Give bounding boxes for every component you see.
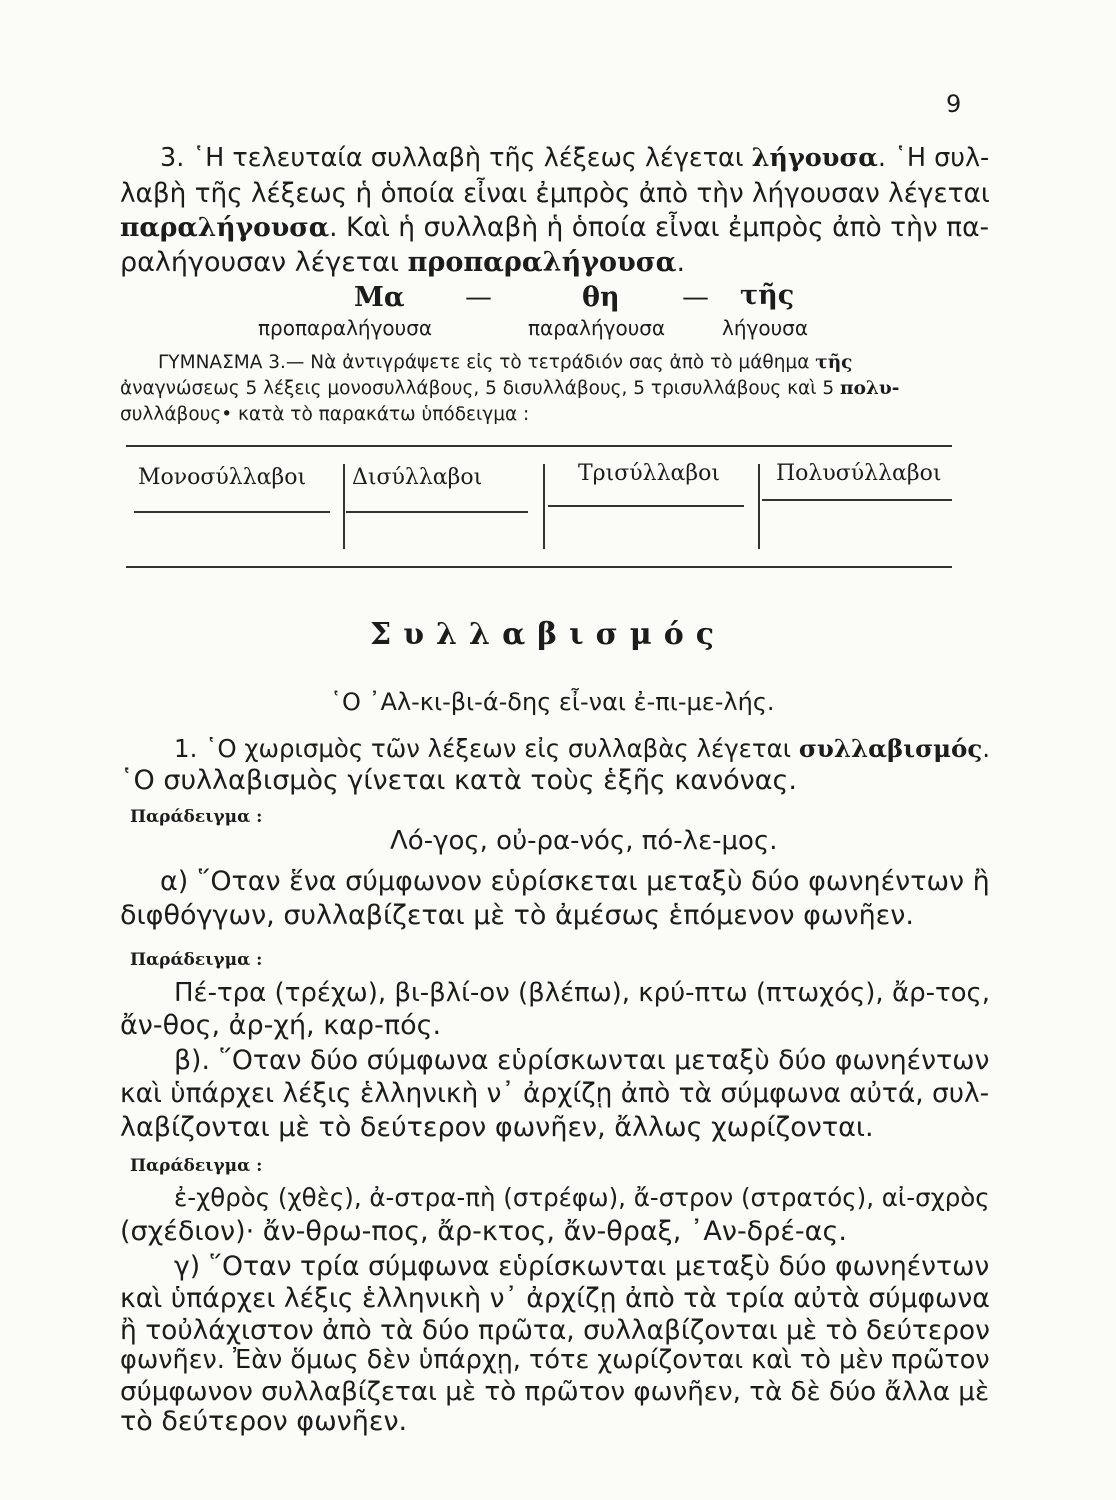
rule-a-line2: διφθόγγων, συλλαβίζεται μὲ τὸ ἀμέσως ἑπόμενον φωνῆεν.	[120, 900, 914, 931]
para3-line3: παραλήγουσα. Καὶ ἡ συλλαβὴ ἡ ὁποία εἶναι ἐμπρὸς ἀπὸ τὴν πα-	[120, 212, 990, 243]
exercise-line3: συλλάβους• κατὰ τὸ παρακάτω ὑπόδειγμα :	[120, 404, 530, 425]
table-header-disyllables: Δισύλλαβοι	[352, 465, 483, 490]
table-header-monosyllables: Μονοσύλλαβοι	[138, 465, 307, 490]
exercise-line2: ἀναγνώσεως 5 λέξεις μονοσυλλάβους, 5 δισυλλάβους, 5 τρισυλλάβους καὶ 5 πολυ-	[120, 378, 900, 399]
para3-line1: 3. ῾Η τελευταία συλλαβὴ τῆς λέξεως λέγεται λήγουσα. ῾Η συλ-	[160, 143, 990, 173]
label-ultima: λήγουσα	[722, 316, 809, 340]
rule-a-line1: α) ῞Οταν ἕνα σύμφωνον εὑρίσκεται μεταξὺ δύο φωνηέντων ἢ	[160, 866, 990, 897]
rule-b-example-label: Παράδειγμα :	[130, 1156, 263, 1176]
rule1-example-label: Παράδειγμα :	[130, 807, 263, 827]
rule-a-example-label: Παράδειγμα :	[130, 950, 263, 970]
rule1-line2: ῾Ο συλλαβισμὸς γίνεται κατὰ τοὺς ἑξῆς κανόνας.	[120, 765, 797, 796]
rule-a-example-line2: ἄν-θος, ἀρ-χή, καρ-πός.	[120, 1010, 442, 1041]
rule-c-line4: φωνῆεν. Ἐὰν ὅμως δὲν ὑπάρχῃ, τότε χωρίζονται καὶ τὸ μὲν πρῶτον	[120, 1345, 990, 1375]
rule-b-line3: λαβίζονται μὲ τὸ δεύτερον φωνῆεν, ἄλλως χωρίζονται.	[120, 1112, 874, 1143]
page-number: 9	[946, 90, 962, 118]
rule-c-line2: καὶ ὑπάρχει λέξις ἑλληνικὴ ν᾿ ἀρχίζῃ ἀπὸ τὰ τρία αὐτὰ σύμφωνα	[120, 1283, 990, 1314]
para3-line2: λαβὴ τῆς λέξεως ἡ ὁποία εἶναι ἐμπρὸς ἀπὸ τὴν λήγουσαν λέγεται	[120, 179, 990, 209]
syllable-2: θη	[582, 282, 620, 313]
label-antepenult: προπαραλήγουσα	[258, 316, 433, 340]
rule1-line1: 1. ῾Ο χωρισμὸς τῶν λέξεων εἰς συλλαβὰς λέγεται συλλαβισμός.	[174, 734, 991, 763]
para3-line4: ραλήγουσαν λέγεται προπαραλήγουσα.	[120, 247, 686, 278]
exercise-line1: ΓΥΜΝΑΣΜΑ 3.— Νὰ ἀντιγράψετε εἰς τὸ τετράδιόν σας ἀπὸ τὸ μάθημα τῆς	[158, 352, 853, 373]
section-title: Συλλαβισμός	[370, 617, 726, 652]
rule-c-line5: σύμφωνον συλλαβίζεται μὲ τὸ πρῶτον φωνῆεν, τὰ δὲ δύο ἄλλα μὲ	[120, 1377, 990, 1407]
rule-b-example-line2: (σχέδιον)· ἄν-θρω-πος, ἄρ-κτος, ἄν-θραξ, ᾿Αν-δρέ-ας.	[120, 1216, 847, 1247]
example-sentence: ῾Ο ᾿Αλ-κι-βι-ά-δης εἶ-ναι ἐ-πι-με-λής.	[330, 688, 775, 716]
table-header-polysyllables: Πολυσύλλαβοι	[776, 461, 942, 486]
syllable-dash-1: —	[465, 282, 492, 313]
table-header-trisyllables: Τρισύλλαβοι	[578, 461, 720, 486]
rule-c-line6: τὸ δεύτερον φωνῆεν.	[120, 1406, 408, 1437]
syllable-1: Μα	[354, 282, 405, 313]
rule1-example: Λό-γος, οὐ-ρα-νός, πό-λε-μος.	[390, 826, 778, 856]
rule-b-line1: β). ῞Οταν δύο σύμφωνα εὑρίσκωνται μεταξὺ δύο φωνηέντων	[174, 1045, 990, 1076]
rule-b-example-line1: ἐ-χθρὸς (χθὲς), ἀ-στρα-πὴ (στρέφω), ἄ-στρον (στρατός), αἰ-σχρὸς	[174, 1183, 990, 1212]
rule-c-line3: ἢ τοὐλάχιστον ἀπὸ τὰ δύο πρῶτα, συλλαβίζονται μὲ τὸ δεύτερον	[120, 1315, 990, 1346]
rule-b-line2: καὶ ὑπάρχει λέξις ἑλληνικὴ ν᾿ ἀρχίζῃ ἀπὸ τὰ σύμφωνα αὐτά, συλ-	[120, 1078, 990, 1109]
syllable-3: τῆς	[740, 280, 795, 311]
rule-c-line1: γ) ῞Οταν τρία σύμφωνα εὑρίσκωνται μεταξὺ δύο φωνηέντων	[174, 1251, 990, 1282]
rule-a-example-line1: Πέ-τρα (τρέχω), βι-βλί-ον (βλέπω), κρύ-πτω (πτωχός), ἄρ-τος,	[174, 978, 991, 1008]
syllable-dash-2: —	[682, 282, 709, 313]
label-penult: παραλήγουσα	[528, 316, 666, 340]
